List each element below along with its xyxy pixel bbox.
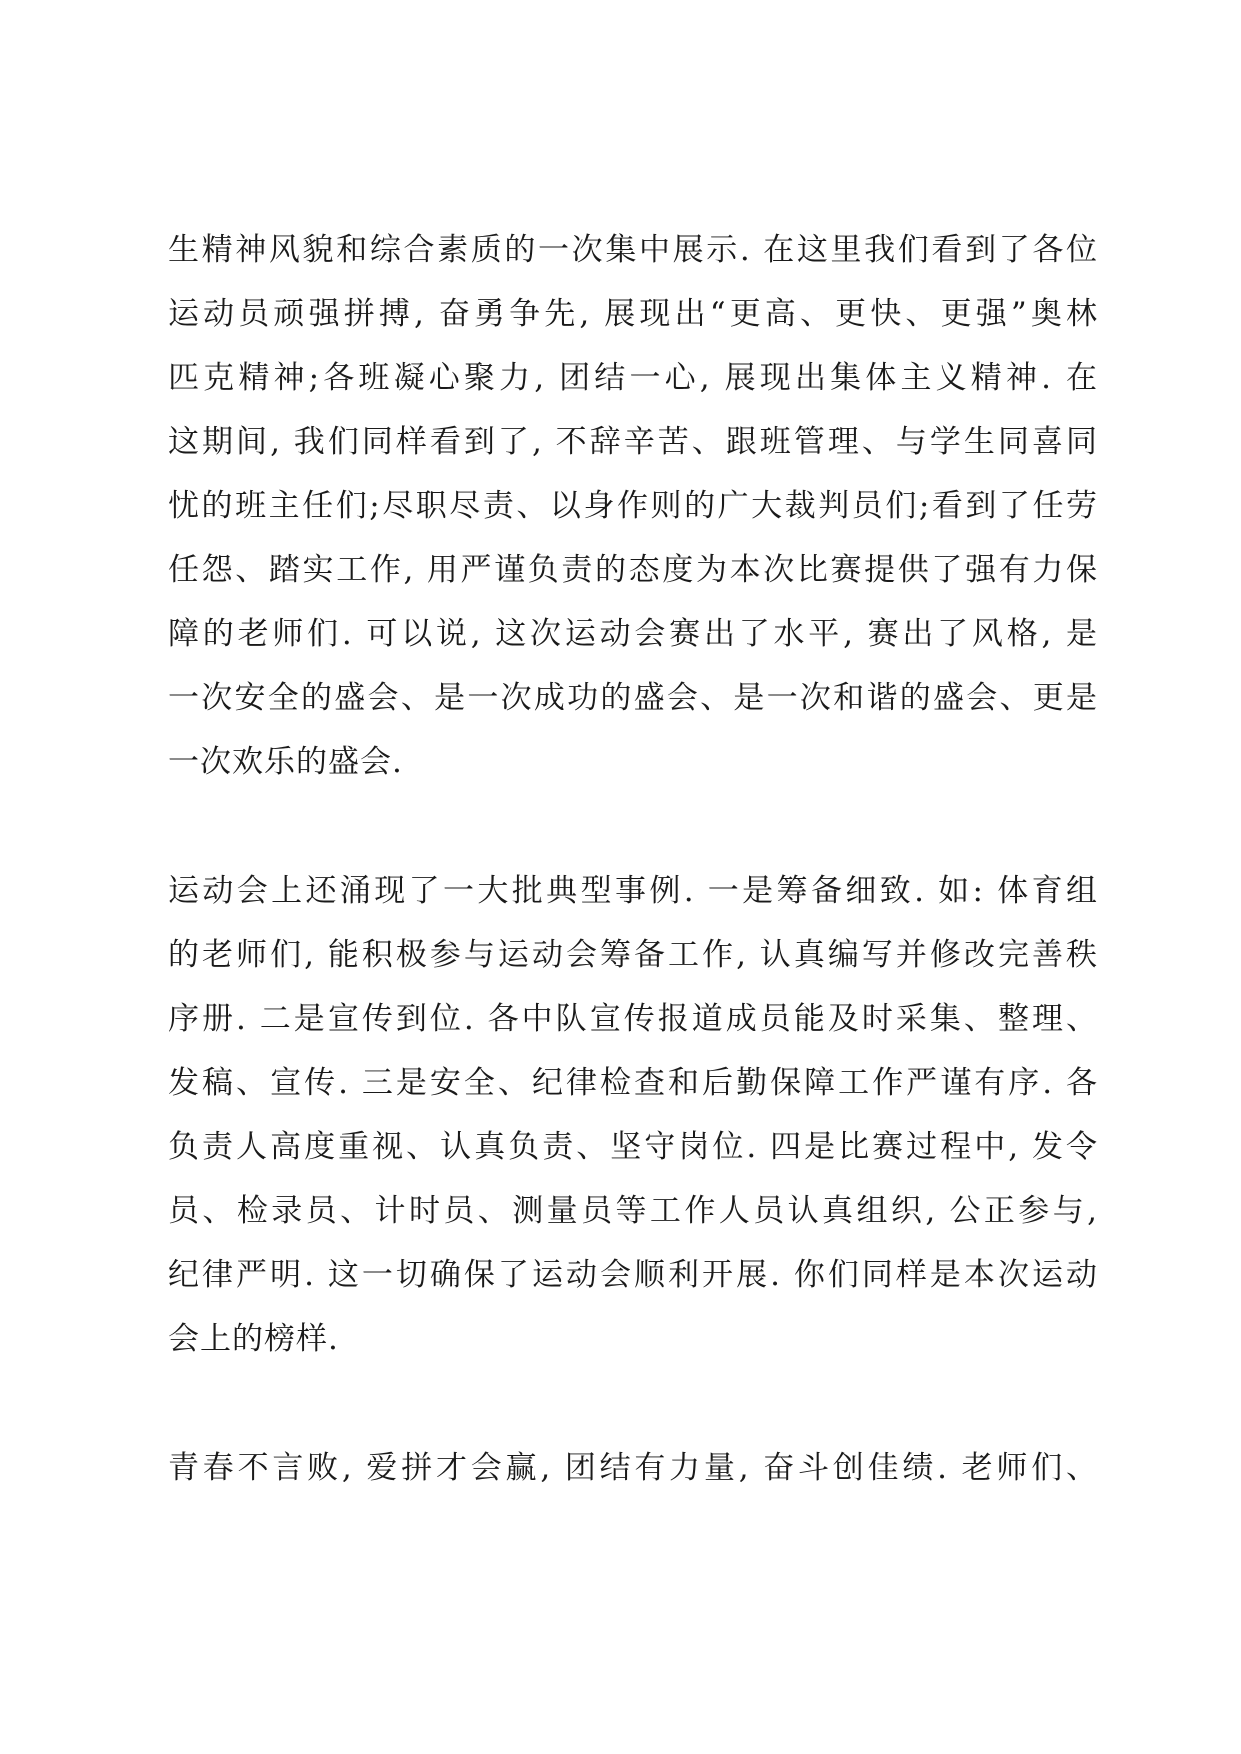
text-line: 匹克精神;各班凝心聚力, 团结一心, 展现出集体主义精神. 在 <box>168 360 1098 396</box>
text-line: 运动员顽强拼搏, 奋勇争先, 展现出“更高、更快、更强”奥林 <box>168 296 1098 332</box>
text-line: 障的老师们. 可以说, 这次运动会赛出了水平, 赛出了风格, 是 <box>168 616 1098 652</box>
text-line: 纪律严明. 这一切确保了运动会顺利开展. 你们同样是本次运动 <box>168 1257 1098 1293</box>
text-line: 一次安全的盛会、是一次成功的盛会、是一次和谐的盛会、更是 <box>168 680 1098 716</box>
text-line: 发稿、宣传. 三是安全、纪律检查和后勤保障工作严谨有序. 各 <box>168 1065 1098 1101</box>
text-line: 序册. 二是宣传到位. 各中队宣传报道成员能及时采集、整理、 <box>168 1001 1098 1037</box>
text-line: 生精神风貌和综合素质的一次集中展示. 在这里我们看到了各位 <box>168 232 1098 268</box>
text-line: 忧的班主任们;尽职尽责、以身作则的广大裁判员们;看到了任劳 <box>168 488 1098 524</box>
paragraph-typical-examples <box>168 859 1098 1371</box>
text-line: 员、检录员、计时员、测量员等工作人员认真组织, 公正参与, <box>168 1193 1098 1229</box>
text-line: 这期间, 我们同样看到了, 不辞辛苦、跟班管理、与学生同喜同 <box>168 424 1098 460</box>
paragraph-sports-meet-summary <box>168 218 1098 794</box>
paragraph-closing <box>168 1436 1098 1500</box>
text-line: 会上的榜样. <box>168 1321 339 1357</box>
text-line: 一次欢乐的盛会. <box>168 744 403 780</box>
text-line: 负责人高度重视、认真负责、坚守岗位. 四是比赛过程中, 发令 <box>168 1129 1098 1165</box>
text-line: 任怨、踏实工作, 用严谨负责的态度为本次比赛提供了强有力保 <box>168 552 1098 588</box>
text-line: 运动会上还涌现了一大批典型事例. 一是筹备细致. 如: 体育组 <box>168 873 1098 909</box>
text-line: 青春不言败, 爱拼才会赢, 团结有力量, 奋斗创佳绩. 老师们、 <box>168 1450 1098 1486</box>
text-line: 的老师们, 能积极参与运动会筹备工作, 认真编写并修改完善秩 <box>168 937 1098 973</box>
